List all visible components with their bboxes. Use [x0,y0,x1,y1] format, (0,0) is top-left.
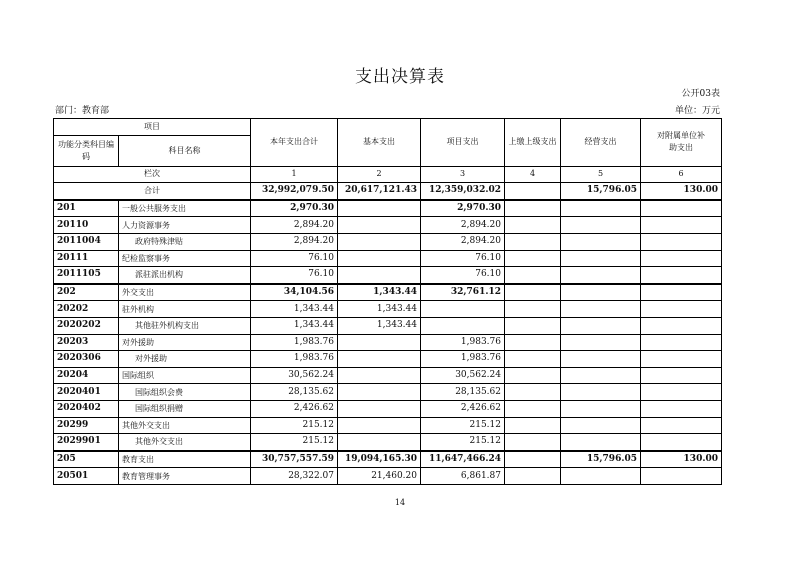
table-row [54,434,722,451]
amount-cell: 2,426.62 [251,400,338,417]
amount-cell [505,301,561,318]
amount-cell [505,468,561,485]
total-value: 20,617,121.43 [338,183,421,200]
table-row [54,451,722,468]
func-code-cell: 2029901 [54,434,119,451]
subject-name-cell: 其他外交支出 [119,417,251,434]
amount-cell: 2,894.20 [251,217,338,234]
amount-cell [338,351,421,368]
subject-name-cell: 对外援助 [119,334,251,351]
amount-cell [641,367,722,384]
amount-cell: 215.12 [251,434,338,451]
table-row [54,284,722,301]
amount-cell [641,417,722,434]
header-col-1: 本年支出合计 [251,119,338,167]
subject-name-cell: 国际组织会费 [119,384,251,401]
amount-cell [505,367,561,384]
amount-cell: 2,970.30 [421,200,505,217]
amount-cell: 130.00 [641,451,722,468]
amount-cell [338,417,421,434]
amount-cell: 32,761.12 [421,284,505,301]
table-row [54,200,722,217]
amount-cell [641,267,722,284]
amount-cell: 6,861.87 [421,468,505,485]
amount-cell [641,317,722,334]
amount-cell [561,233,641,250]
table-row [54,417,722,434]
amount-cell [561,367,641,384]
amount-cell [505,250,561,267]
subject-name-cell: 国际组织捐赠 [119,400,251,417]
amount-cell [561,317,641,334]
amount-cell: 2,426.62 [421,400,505,417]
amount-cell [505,233,561,250]
amount-cell: 1,983.76 [251,351,338,368]
table-row [54,217,722,234]
amount-cell [338,334,421,351]
amount-cell [641,384,722,401]
amount-cell [421,317,505,334]
func-code-cell: 205 [54,451,119,468]
form-number: 公开03表 [681,89,720,99]
header-row-label: 栏次 [54,166,251,183]
header-num-1: 1 [251,166,338,183]
amount-cell [561,468,641,485]
func-code-cell: 2011004 [54,233,119,250]
table-row [54,301,722,318]
table-row [54,267,722,284]
amount-cell [561,301,641,318]
total-value: 32,992,079.50 [251,183,338,200]
amount-cell [641,400,722,417]
amount-cell: 1,983.76 [421,334,505,351]
amount-cell [641,217,722,234]
subject-name-cell: 其他驻外机构支出 [119,317,251,334]
header-num-4: 4 [505,166,561,183]
table-row [54,400,722,417]
total-value: 12,359,032.02 [421,183,505,200]
subject-name-cell: 纪检监察事务 [119,250,251,267]
amount-cell: 1,983.76 [421,351,505,368]
amount-cell [505,267,561,284]
amount-cell: 1,343.44 [338,284,421,301]
table-row [54,233,722,250]
table-body [54,200,722,485]
amount-cell [561,351,641,368]
total-label: 合计 [54,183,251,200]
amount-cell: 1,983.76 [251,334,338,351]
page-title: 支出决算表 [355,67,445,87]
func-code-cell: 2020402 [54,400,119,417]
subject-name-cell: 派驻派出机构 [119,267,251,284]
amount-cell: 1,343.44 [338,301,421,318]
func-code-cell: 20203 [54,334,119,351]
func-code-cell: 20202 [54,301,119,318]
amount-cell [421,301,505,318]
amount-cell [561,284,641,301]
header-project: 项目 [54,119,251,136]
amount-cell: 1,343.44 [338,317,421,334]
subject-name-cell: 对外援助 [119,351,251,368]
header-col-3: 项目支出 [421,119,505,167]
amount-cell [505,284,561,301]
amount-cell: 215.12 [421,417,505,434]
amount-cell [641,301,722,318]
amount-cell [641,284,722,301]
amount-cell [505,417,561,434]
amount-cell [561,267,641,284]
header-num-3: 3 [421,166,505,183]
amount-cell [641,468,722,485]
func-code-cell: 20501 [54,468,119,485]
amount-cell: 11,647,466.24 [421,451,505,468]
func-code-cell: 201 [54,200,119,217]
amount-cell [561,217,641,234]
header-num-5: 5 [561,166,641,183]
amount-cell [338,250,421,267]
amount-cell: 34,104.56 [251,284,338,301]
table-row [54,384,722,401]
subject-name-cell: 驻外机构 [119,301,251,318]
table-row [54,334,722,351]
func-code-cell: 20204 [54,367,119,384]
subject-name-cell: 其他外交支出 [119,434,251,451]
amount-cell [338,233,421,250]
table-row [54,317,722,334]
amount-cell [505,451,561,468]
table-header [54,119,722,200]
header-num-2: 2 [338,166,421,183]
amount-cell: 28,322.07 [251,468,338,485]
func-code-cell: 2020306 [54,351,119,368]
func-code-cell: 20299 [54,417,119,434]
header-col-2: 基本支出 [338,119,421,167]
amount-cell: 21,460.20 [338,468,421,485]
amount-cell: 76.10 [251,250,338,267]
page-number: 14 [394,498,406,507]
table-row [54,351,722,368]
header-col-5: 经营支出 [561,119,641,167]
func-code-cell: 20110 [54,217,119,234]
amount-cell: 1,343.44 [251,301,338,318]
amount-cell: 30,757,557.59 [251,451,338,468]
header-subject-name: 科目名称 [119,135,251,166]
header-col-6: 对附属单位补助支出 [641,119,722,167]
amount-cell [641,200,722,217]
amount-cell: 2,894.20 [251,233,338,250]
amount-cell [505,317,561,334]
department-label: 部门：教育部 [55,106,110,116]
amount-cell [505,200,561,217]
amount-cell [641,334,722,351]
subject-name-cell: 人力资源事务 [119,217,251,234]
header-num-6: 6 [641,166,722,183]
func-code-cell: 2011105 [54,267,119,284]
amount-cell: 76.10 [421,250,505,267]
amount-cell [561,434,641,451]
subject-name-cell: 外交支出 [119,284,251,301]
amount-cell: 28,135.62 [421,384,505,401]
amount-cell: 30,562.24 [421,367,505,384]
amount-cell: 30,562.24 [251,367,338,384]
total-row [54,183,722,200]
amount-cell: 2,970.30 [251,200,338,217]
subject-name-cell: 一般公共服务支出 [119,200,251,217]
amount-cell: 76.10 [251,267,338,284]
amount-cell [338,400,421,417]
header-col-4: 上缴上级支出 [505,119,561,167]
total-value: 130.00 [641,183,722,200]
subject-name-cell: 国际组织 [119,367,251,384]
table-row [54,250,722,267]
amount-cell [505,217,561,234]
amount-cell [338,200,421,217]
amount-cell [641,233,722,250]
amount-cell [338,217,421,234]
amount-cell: 76.10 [421,267,505,284]
amount-cell [505,434,561,451]
table-row [54,468,722,485]
amount-cell [641,351,722,368]
amount-cell [505,400,561,417]
subject-name-cell: 政府特殊津贴 [119,233,251,250]
amount-cell: 2,894.20 [421,233,505,250]
amount-cell [641,434,722,451]
total-value: 15,796.05 [561,183,641,200]
amount-cell: 28,135.62 [251,384,338,401]
amount-cell [505,334,561,351]
amount-cell [641,250,722,267]
total-value [505,183,561,200]
amount-cell [505,351,561,368]
amount-cell: 1,343.44 [251,317,338,334]
func-code-cell: 20111 [54,250,119,267]
amount-cell: 215.12 [421,434,505,451]
amount-cell [561,384,641,401]
expenditure-table [53,118,722,485]
func-code-cell: 2020401 [54,384,119,401]
amount-cell: 19,094,165.30 [338,451,421,468]
amount-cell [561,200,641,217]
amount-cell [561,334,641,351]
amount-cell [505,384,561,401]
func-code-cell: 202 [54,284,119,301]
unit-label: 单位：万元 [674,106,720,116]
header-func-code: 功能分类科目编码 [54,135,119,166]
amount-cell [561,417,641,434]
amount-cell [338,384,421,401]
amount-cell: 2,894.20 [421,217,505,234]
subject-name-cell: 教育支出 [119,451,251,468]
amount-cell: 215.12 [251,417,338,434]
amount-cell [338,367,421,384]
amount-cell [338,267,421,284]
amount-cell [561,250,641,267]
subject-name-cell: 教育管理事务 [119,468,251,485]
amount-cell [561,400,641,417]
func-code-cell: 2020202 [54,317,119,334]
table-row [54,367,722,384]
amount-cell: 15,796.05 [561,451,641,468]
amount-cell [338,434,421,451]
